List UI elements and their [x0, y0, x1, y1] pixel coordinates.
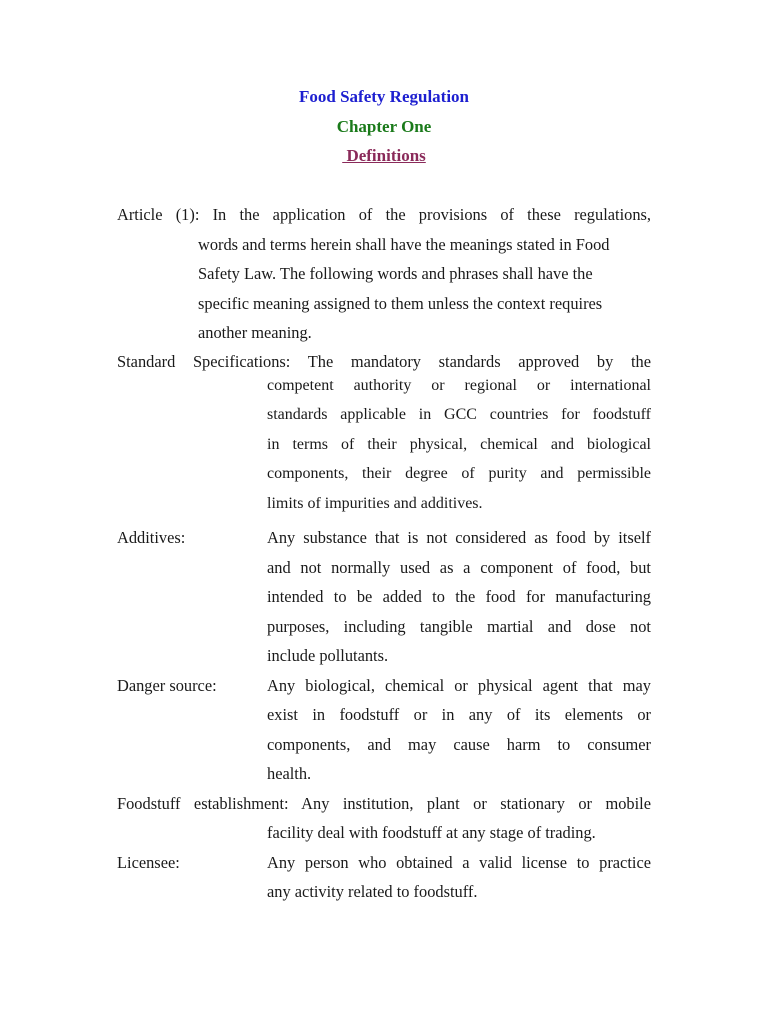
article-1 — [117, 200, 651, 348]
definition-line: competent authority or regional or international — [267, 376, 651, 394]
article-line: words and terms herein shall have the meanings stated in Food — [198, 234, 610, 254]
chapter-heading: Chapter One — [336, 117, 432, 136]
definition-line: include pollutants. — [267, 646, 389, 665]
article-line: another meaning. — [198, 323, 312, 342]
definition-line: components, and may cause harm to consumer — [267, 734, 651, 754]
definition-line: Any substance that is not considered as food by itself — [267, 528, 651, 547]
definition-foodstuff-establishment-body — [267, 818, 651, 848]
definition-line: components, their degree of purity and permissible — [267, 465, 651, 482]
article-line: Article (1): In the application of the provisions of these regulations, — [117, 205, 651, 224]
definition-foodstuff-establishment-first-line: Foodstuff establishment: Any institution, plant or stationary or mobile — [117, 793, 651, 813]
definition-line: Any biological, chemical or physical agent that may — [267, 675, 651, 695]
definition-additives-body — [267, 523, 651, 671]
definition-term: Danger source: — [117, 675, 217, 695]
section-heading-text: Definitions — [342, 146, 426, 165]
article-line: Safety Law. The following words and phrases shall have the — [198, 264, 593, 283]
article-line: specific meaning assigned to them unless the context requires — [198, 293, 603, 313]
document-title: Food Safety Regulation — [299, 87, 469, 106]
definition-standard-specifications-first-line: Standard Specifications: The mandatory standards approved by the — [117, 352, 651, 371]
definition-term: Licensee: — [117, 852, 180, 872]
definition-line: facility deal with foodstuff at any stage of trading. — [267, 823, 596, 842]
definition-line: exist in foodstuff or in any of its elements or — [267, 705, 651, 724]
definition-line: intended to be added to the food for manufacturing — [267, 587, 651, 606]
definition-line: standards applicable in GCC countries for foodstuff — [267, 406, 651, 423]
definition-term: Additives: — [117, 528, 186, 547]
definition-line: limits of impurities and additives. — [267, 494, 483, 512]
definition-line: health. — [267, 764, 312, 783]
definition-danger-source-body — [267, 671, 651, 789]
section-heading — [0, 146, 768, 166]
definition-line: and not normally used as a component of food, but — [267, 557, 651, 577]
definition-standard-specifications-body — [267, 377, 651, 525]
definition-line: Any person who obtained a valid license to practice — [267, 852, 651, 872]
definition-licensee-body — [267, 848, 651, 907]
definition-line: any activity related to foodstuff. — [267, 882, 478, 901]
definition-line: purposes, including tangible martial and dose not — [267, 616, 651, 636]
definition-line: in terms of their physical, chemical and biological — [267, 435, 651, 453]
